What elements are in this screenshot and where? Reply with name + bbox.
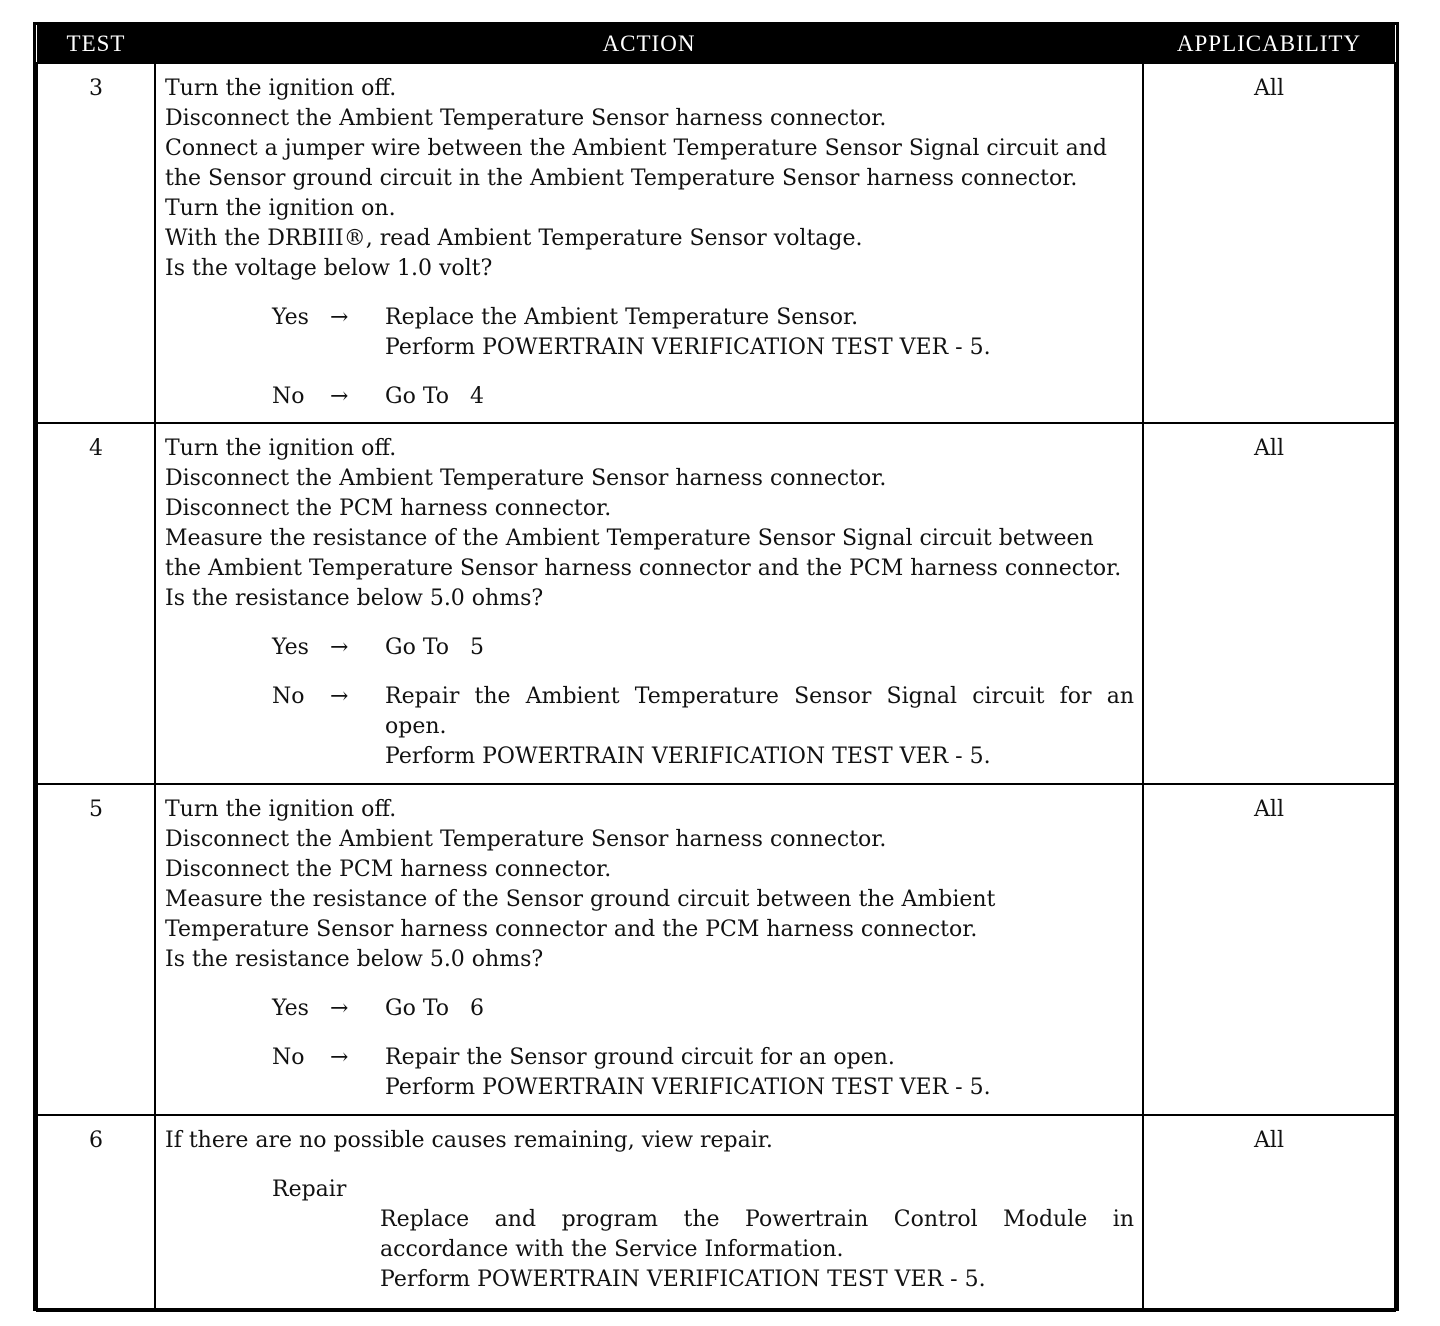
result-line: Go To 4 — [385, 384, 484, 409]
no-label: No — [272, 684, 305, 709]
header-test: TEST — [37, 25, 155, 63]
result-line: Go To 5 — [385, 635, 484, 660]
repair-instructions — [272, 1205, 1134, 1295]
yes-branch — [165, 994, 1134, 1024]
test-number: 6 — [37, 1115, 155, 1311]
table-body — [37, 63, 1395, 1311]
result-line: Perform POWERTRAIN VERIFICATION TEST VER - 5. — [385, 1075, 991, 1100]
table-row — [37, 63, 1395, 423]
table-row — [37, 1115, 1395, 1311]
header-applicability: APPLICABILITY — [1143, 25, 1395, 63]
repair-line: Replace and program the Powertrain Control Module in accordance with the Service Information. — [380, 1207, 1134, 1262]
action-step: Disconnect the PCM harness connector. — [165, 496, 612, 521]
action-step: Is the voltage below 1.0 volt? — [165, 256, 493, 281]
header-row — [37, 25, 1395, 63]
yes-label: Yes — [272, 635, 309, 660]
action-step: Turn the ignition off. — [165, 436, 397, 461]
action-step: Is the resistance below 5.0 ohms? — [165, 586, 544, 611]
table-row — [37, 423, 1395, 784]
right-arrow-icon: → — [330, 384, 349, 409]
test-number: 3 — [37, 63, 155, 423]
yes-branch — [165, 633, 1134, 663]
repair-block — [165, 1175, 1134, 1295]
applicability-value: All — [1143, 1115, 1395, 1311]
test-number: 4 — [37, 423, 155, 784]
action-cell — [155, 63, 1143, 423]
action-step: Disconnect the Ambient Temperature Sensor harness connector. — [165, 106, 887, 131]
no-label: No — [272, 384, 305, 409]
yes-result — [385, 994, 1134, 1024]
no-label: No — [272, 1045, 305, 1070]
action-step: Disconnect the Ambient Temperature Sensor harness connector. — [165, 466, 887, 491]
right-arrow-icon: → — [330, 635, 349, 660]
table-row — [37, 784, 1395, 1115]
action-step: If there are no possible causes remaining, view repair. — [165, 1128, 773, 1153]
table-header — [37, 25, 1395, 63]
action-cell — [155, 784, 1143, 1115]
result-line: Go To 6 — [385, 996, 484, 1021]
result-line: Replace the Ambient Temperature Sensor. — [385, 305, 859, 330]
header-action: ACTION — [155, 25, 1143, 63]
applicability-value: All — [1143, 63, 1395, 423]
action-cell — [155, 423, 1143, 784]
no-result — [385, 1043, 1134, 1103]
yes-result — [385, 303, 1134, 363]
action-step: Turn the ignition off. — [165, 797, 397, 822]
yes-result — [385, 633, 1134, 663]
applicability-value: All — [1143, 423, 1395, 784]
result-line: Perform POWERTRAIN VERIFICATION TEST VER - 5. — [385, 335, 991, 360]
no-result — [385, 682, 1134, 772]
action-step: Connect a jumper wire between the Ambient Temperature Sensor Signal circuit and the Sensor ground circuit in the Ambient Temperature Sensor harness connector. — [165, 136, 1107, 191]
no-result — [385, 382, 1134, 412]
yes-label: Yes — [272, 996, 309, 1021]
repair-line: Perform POWERTRAIN VERIFICATION TEST VER - 5. — [380, 1267, 986, 1292]
repair-label: Repair — [272, 1177, 347, 1202]
action-step: Measure the resistance of the Ambient Temperature Sensor Signal circuit between the Ambient Temperature Sensor harness connector and the PCM harness connector. — [165, 526, 1122, 581]
action-step: Turn the ignition on. — [165, 196, 396, 221]
action-step: Measure the resistance of the Sensor ground circuit between the Ambient Temperature Sensor harness connector and the PCM harness connector. — [165, 887, 996, 942]
yes-label: Yes — [272, 305, 309, 330]
right-arrow-icon: → — [330, 305, 349, 330]
yes-branch — [165, 303, 1134, 363]
test-number: 5 — [37, 784, 155, 1115]
action-step: Disconnect the PCM harness connector. — [165, 857, 612, 882]
right-arrow-icon: → — [330, 684, 349, 709]
right-arrow-icon: → — [330, 1045, 349, 1070]
action-step: Disconnect the Ambient Temperature Sensor harness connector. — [165, 827, 887, 852]
diagnostic-test-table — [33, 22, 1399, 1311]
action-step: With the DRBIII®, read Ambient Temperature Sensor voltage. — [165, 226, 863, 251]
no-branch — [165, 1043, 1134, 1103]
applicability-value: All — [1143, 784, 1395, 1115]
result-line: Perform POWERTRAIN VERIFICATION TEST VER - 5. — [385, 744, 991, 769]
right-arrow-icon: → — [330, 996, 349, 1021]
test-table — [36, 25, 1396, 1312]
action-step: Is the resistance below 5.0 ohms? — [165, 947, 544, 972]
no-branch — [165, 682, 1134, 772]
no-branch — [165, 382, 1134, 412]
result-line: Repair the Sensor ground circuit for an open. — [385, 1045, 895, 1070]
action-cell — [155, 1115, 1143, 1311]
action-step: Turn the ignition off. — [165, 76, 397, 101]
result-line: Repair the Ambient Temperature Sensor Signal circuit for an open. — [385, 684, 1134, 739]
